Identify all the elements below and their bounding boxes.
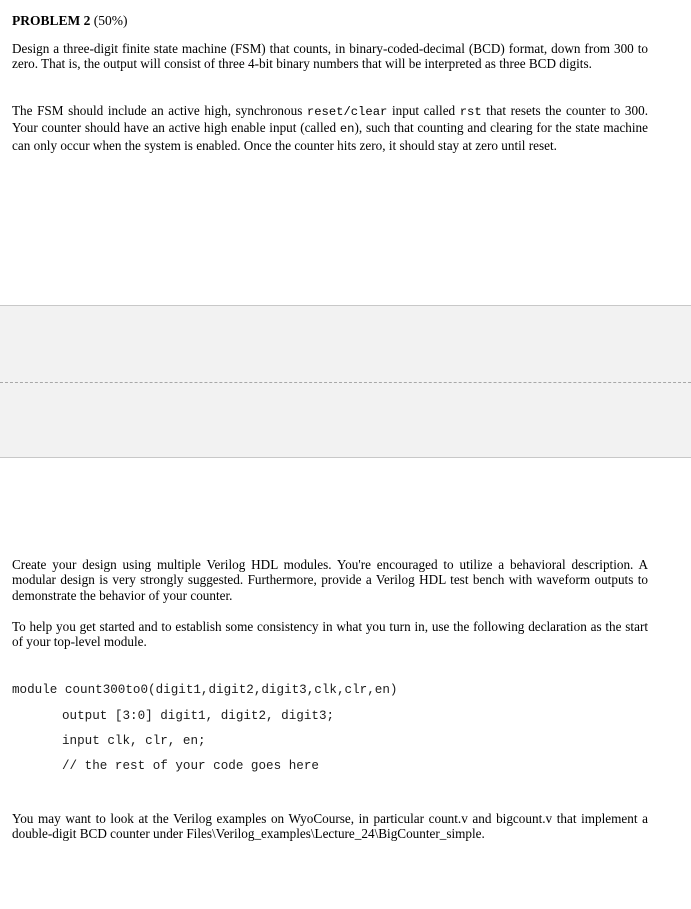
code-module-declaration: module count300to0(digit1,digit2,digit3,clk,clr,en) [12,683,398,697]
code-comment: // the rest of your code goes here [62,759,319,773]
en-code: en [339,122,355,137]
reset-text-1: The FSM should include an active high, synchronous [12,103,307,118]
page-break-gap [0,305,691,458]
problem-heading [12,13,128,29]
paragraph-reset-enable [12,103,648,153]
paragraph-declaration-intro: To help you get started and to establish some consistency in what you turn in, use the following declaration as the start of your top-level module. [12,619,648,650]
reset-clear-code: reset/clear [306,105,388,119]
page-break-divider [0,382,691,383]
paragraph-wyocourse-examples: You may want to look at the Verilog examples on WyoCourse, in particular count.v and bigcount.v that implement a double-digit BCD counter under Files\Verilog_examples\Lecture_24\BigCounter_simple. [12,811,648,842]
problem-weight: (50%) [93,13,128,28]
reset-text-3: that resets the counter to 300. Your counter should have an active high enable input (called [12,103,649,136]
reset-text-4: ), such that counting and clearing for the state machine can only occur when the system is enabled. Once the counter hits zero, it should stay at zero until reset. [12,120,649,153]
code-output-declaration: output [3:0] digit1, digit2, digit3; [62,709,335,723]
rst-code: rst [459,105,482,119]
problem-title: PROBLEM 2 [12,13,91,28]
paragraph-verilog-modules: Create your design using multiple Verilog HDL modules. You're encouraged to utilize a behavioral description. A modular design is very strongly suggested. Furthermore, provide a Verilog HDL test bench with waveform outputs to demonstrate the behavior of your counter. [12,557,648,603]
code-input-declaration: input clk, clr, en; [62,734,206,748]
reset-text-2: input called [387,103,460,118]
paragraph-design-spec: Design a three-digit finite state machine (FSM) that counts, in binary-coded-decimal (BCD) format, down from 300 to zero. That is, the output will consist of three 4-bit binary numbers that will be interpreted as three BCD digits. [12,41,648,72]
